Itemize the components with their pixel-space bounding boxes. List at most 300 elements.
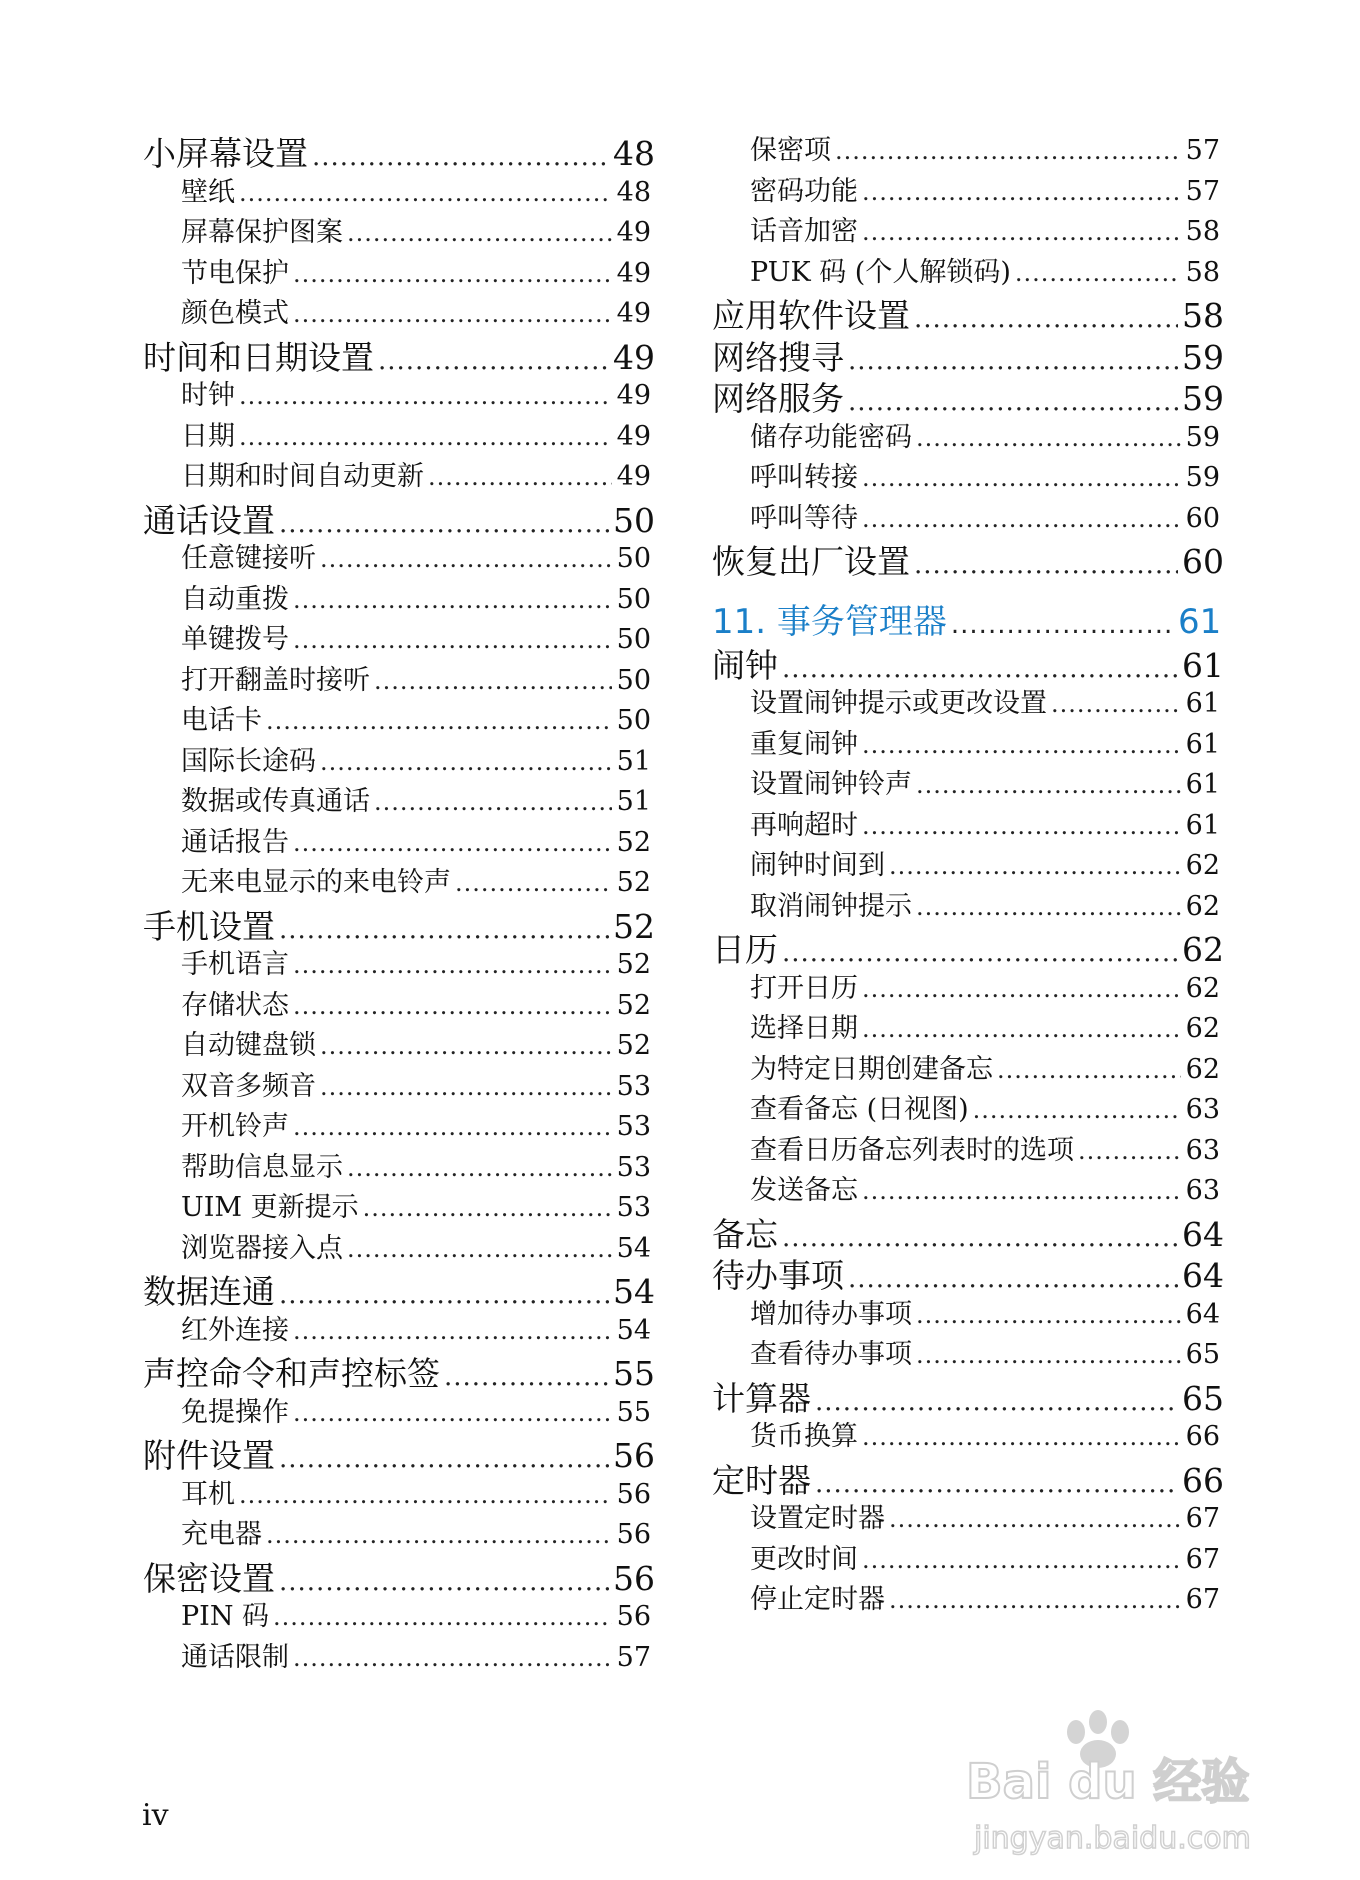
toc-entry-label: 定时器 [712, 1460, 811, 1500]
toc-entry-page: 52 [616, 989, 651, 1021]
toc-entry-label: 通话报告 [181, 826, 289, 858]
toc-entry-label: 待办事项 [712, 1256, 844, 1295]
toc-entry-label: UIM 更新提示 [181, 1192, 359, 1223]
toc-entry-page: 59 [1185, 462, 1220, 493]
toc-entry-page: 50 [616, 705, 651, 736]
toc-dot-leader [293, 626, 612, 654]
toc-dot-leader [293, 1113, 612, 1141]
toc-entry-label: 闹钟时间到 [750, 850, 885, 881]
toc-dot-leader [862, 1423, 1181, 1451]
toc-entry-page: 61 [1182, 645, 1224, 685]
toc-entry-page: 64 [1182, 1256, 1224, 1295]
toc-dot-leader [279, 509, 609, 539]
toc-dot-leader [374, 667, 612, 695]
toc-entry-label: PUK 码 (个人解锁码) [750, 256, 1011, 288]
toc-dot-leader [347, 1154, 612, 1182]
toc-subsection-entry[interactable] [712, 1168, 1220, 1209]
toc-section-entry[interactable] [143, 901, 655, 946]
toc-entry-page: 49 [616, 217, 651, 248]
toc-entry-page: 52 [616, 867, 651, 898]
toc-dot-leader [363, 1194, 612, 1222]
toc-subsection-entry[interactable] [712, 843, 1220, 884]
toc-dot-leader [862, 812, 1181, 840]
toc-entry-page: 54 [613, 1272, 655, 1311]
toc-entry-label: 自动键盘锁 [181, 1030, 316, 1061]
toc-entry-label: 单键拨号 [181, 624, 289, 655]
toc-dot-leader [320, 545, 612, 573]
toc-section-entry[interactable] [143, 332, 655, 377]
toc-entry-label: 更改时间 [750, 1543, 858, 1575]
toc-entry-page: 54 [616, 1232, 651, 1264]
toc-subsection-entry[interactable] [712, 966, 1220, 1007]
toc-entry-label: 为特定日期创建备忘 [750, 1053, 993, 1085]
toc-entry-page: 59 [1182, 337, 1224, 377]
toc-entry-label: 查看备忘 (日视图) [750, 1094, 969, 1125]
toc-entry-page: 56 [616, 1519, 651, 1550]
toc-entry-label: 日期 [181, 420, 235, 452]
toc-entry-page: 62 [1185, 1013, 1220, 1044]
toc-entry-page: 56 [616, 1601, 651, 1632]
toc-entry-page: 67 [1185, 1503, 1220, 1534]
toc-entry-page: 57 [1185, 175, 1220, 207]
toc-subsection-entry[interactable] [712, 169, 1220, 210]
toc-entry-page: 65 [1182, 1378, 1224, 1418]
toc-entry-page: 58 [1185, 256, 1220, 288]
toc-subsection-entry[interactable] [712, 1537, 1220, 1578]
page-number: iv [142, 1798, 169, 1833]
toc-dot-leader [428, 463, 612, 491]
toc-dot-leader [293, 586, 612, 614]
toc-subsection-entry[interactable] [712, 762, 1220, 803]
toc-entry-page: 61 [1185, 688, 1220, 719]
toc-subsection-entry[interactable] [712, 415, 1220, 456]
toc-dot-leader [914, 304, 1178, 334]
toc-dot-leader [862, 731, 1181, 759]
toc-dot-leader [293, 829, 612, 857]
toc-entry-label: 打开翻盖时接听 [181, 664, 370, 696]
toc-section-entry[interactable] [712, 1455, 1224, 1500]
toc-dot-leader [378, 346, 609, 376]
toc-subsection-entry[interactable] [143, 820, 651, 861]
toc-entry-label: 帮助信息显示 [181, 1151, 343, 1183]
toc-entry-label: 日历 [712, 930, 778, 969]
toc-entry-label: 充电器 [181, 1519, 262, 1550]
toc-dot-leader [815, 1387, 1178, 1417]
toc-dot-leader [320, 748, 612, 776]
toc-entry-label: 通话设置 [143, 500, 275, 540]
toc-entry-label: 任意键接听 [181, 543, 316, 574]
toc-dot-leader [239, 382, 612, 410]
toc-subsection-entry[interactable] [712, 1006, 1220, 1047]
toc-dot-leader [782, 938, 1178, 968]
toc-entry-page: 51 [616, 745, 651, 777]
toc-entry-label: 设置闹钟提示或更改设置 [750, 688, 1047, 719]
toc-entry-page: 58 [1185, 216, 1220, 247]
toc-subsection-entry[interactable] [143, 983, 651, 1024]
toc-dot-leader [279, 1280, 609, 1310]
toc-entry-page: 57 [616, 1641, 651, 1673]
toc-subsection-entry[interactable] [712, 1332, 1220, 1373]
toc-subsection-entry[interactable] [143, 577, 651, 618]
toc-section-entry[interactable] [712, 290, 1224, 335]
toc-entry-page: 63 [1185, 1175, 1220, 1206]
toc-subsection-entry[interactable] [143, 658, 651, 699]
toc-dot-leader [916, 771, 1181, 799]
toc-subsection-entry[interactable] [712, 1087, 1220, 1128]
toc-subsection-entry[interactable] [143, 1145, 651, 1186]
toc-dot-leader [266, 707, 612, 735]
toc-subsection-entry[interactable] [143, 698, 651, 739]
toc-entry-page: 53 [616, 1192, 651, 1223]
toc-entry-label: 设置闹钟铃声 [750, 769, 912, 800]
toc-section-entry[interactable] [712, 373, 1224, 418]
toc-dot-leader [916, 424, 1181, 452]
toc-subsection-entry[interactable] [143, 536, 651, 577]
toc-subsection-entry[interactable] [143, 942, 651, 983]
watermark-brand: Bai du 经验 [966, 1754, 1250, 1810]
toc-entry-page: 64 [1185, 1298, 1220, 1330]
toc-dot-leader [862, 218, 1181, 246]
toc-entry-page: 58 [1182, 296, 1224, 335]
toc-section-entry[interactable] [143, 1430, 655, 1475]
toc-entry-page: 61 [1185, 809, 1220, 841]
toc-subsection-entry[interactable] [143, 291, 651, 332]
toc-dot-leader [1051, 690, 1181, 718]
toc-entry-page: 50 [616, 583, 651, 615]
toc-dot-leader [916, 1341, 1181, 1369]
toc-dot-leader [374, 788, 612, 816]
toc-entry-label: 红外连接 [181, 1314, 289, 1346]
toc-entry-page: 48 [613, 134, 655, 173]
toc-subsection-entry[interactable] [143, 454, 651, 495]
toc-dot-leader [848, 346, 1178, 376]
toc-entry-label: 无来电显示的来电铃声 [181, 867, 451, 898]
toc-entry-label: 应用软件设置 [712, 296, 910, 335]
toc-entry-label: 壁纸 [181, 176, 235, 208]
toc-entry-page: 50 [616, 624, 651, 655]
toc-entry-label: 储存功能密码 [750, 421, 912, 453]
toc-section-entry[interactable] [143, 495, 655, 540]
toc-entry-page: 61 [1178, 601, 1222, 642]
baidu-jingyan-watermark [960, 1680, 1290, 1870]
toc-entry-label: 再响超时 [750, 809, 858, 841]
toc-entry-label: 保密设置 [143, 1558, 275, 1598]
toc-subsection-entry[interactable] [712, 1047, 1220, 1088]
toc-subsection-entry[interactable] [143, 1472, 651, 1513]
toc-dot-leader [862, 975, 1181, 1003]
toc-dot-leader [848, 387, 1178, 417]
toc-entry-label: 声控命令和声控标签 [143, 1354, 440, 1393]
toc-entry-label: PIN 码 [181, 1601, 270, 1632]
toc-entry-label: 11. 事务管理器 [712, 601, 947, 642]
toc-subsection-entry[interactable] [143, 739, 651, 780]
toc-subsection-entry[interactable] [712, 1496, 1220, 1537]
toc-subsection-entry[interactable] [712, 250, 1220, 291]
toc-entry-label: 国际长途码 [181, 745, 316, 777]
toc-dot-leader [862, 505, 1181, 533]
toc-entry-page: 57 [1185, 135, 1220, 166]
toc-entry-page: 67 [1185, 1584, 1220, 1615]
toc-dot-leader [293, 260, 612, 288]
toc-dot-leader [862, 1177, 1181, 1205]
toc-entry-page: 62 [1185, 972, 1220, 1004]
toc-entry-page: 65 [1185, 1339, 1220, 1370]
toc-dot-leader [266, 1521, 612, 1549]
toc-chapter-heading[interactable] [712, 594, 1222, 642]
toc-subsection-entry[interactable] [143, 1635, 651, 1676]
toc-dot-leader [815, 1469, 1178, 1499]
toc-dot-leader [862, 1015, 1181, 1043]
toc-entry-page: 49 [616, 420, 651, 452]
toc-entry-label: 选择日期 [750, 1013, 858, 1044]
toc-entry-page: 64 [1182, 1214, 1224, 1254]
toc-dot-leader [455, 869, 612, 897]
toc-entry-page: 63 [1185, 1134, 1220, 1166]
toc-dot-leader [916, 893, 1181, 921]
toc-entry-page: 52 [616, 826, 651, 858]
toc-entry-label: 数据连通 [143, 1272, 275, 1311]
watermark-url: jingyan.baidu.com [974, 1821, 1251, 1856]
toc-entry-label: 双音多频音 [181, 1070, 316, 1102]
toc-dot-leader [782, 1223, 1178, 1253]
toc-subsection-entry[interactable] [712, 884, 1220, 925]
toc-subsection-entry[interactable] [712, 681, 1220, 722]
toc-dot-leader [889, 852, 1181, 880]
toc-entry-label: 耳机 [181, 1478, 235, 1510]
toc-entry-page: 62 [1182, 930, 1224, 969]
toc-entry-label: 附件设置 [143, 1436, 275, 1475]
toc-entry-label: 颜色模式 [181, 298, 289, 329]
toc-dot-leader [782, 654, 1178, 684]
toc-entry-page: 52 [616, 1030, 651, 1061]
toc-entry-label: 话音加密 [750, 216, 858, 247]
toc-dot-leader [293, 300, 612, 328]
toc-subsection-entry[interactable] [143, 1308, 651, 1349]
toc-entry-page: 49 [616, 461, 651, 492]
toc-section-entry[interactable] [712, 536, 1224, 581]
toc-dot-leader [862, 464, 1181, 492]
toc-right-column [712, 128, 1224, 1618]
toc-dot-leader [1078, 1137, 1181, 1165]
toc-subsection-entry[interactable] [143, 1185, 651, 1226]
toc-entry-label: 查看日历备忘列表时的选项 [750, 1134, 1074, 1166]
toc-dot-leader [973, 1096, 1181, 1124]
toc-section-entry[interactable] [712, 1373, 1224, 1418]
toc-entry-page: 52 [616, 949, 651, 980]
toc-entry-page: 53 [616, 1151, 651, 1183]
toc-dot-leader [239, 1481, 612, 1509]
toc-dot-leader [347, 1235, 612, 1263]
toc-subsection-entry[interactable] [143, 1064, 651, 1105]
toc-entry-label: 计算器 [712, 1378, 811, 1418]
toc-dot-leader [444, 1362, 609, 1392]
toc-section-entry[interactable] [712, 924, 1224, 969]
toc-subsection-entry[interactable] [143, 860, 651, 901]
toc-dot-leader [279, 1444, 609, 1474]
toc-entry-page: 60 [1182, 542, 1224, 581]
toc-dot-leader [914, 550, 1178, 580]
toc-subsection-entry[interactable] [143, 1594, 651, 1635]
toc-section-entry[interactable] [712, 640, 1224, 685]
toc-dot-leader [293, 1399, 612, 1427]
toc-subsection-entry[interactable] [712, 803, 1220, 844]
toc-entry-label: 时钟 [181, 380, 235, 411]
toc-entry-label: 节电保护 [181, 257, 289, 289]
toc-entry-label: 网络搜寻 [712, 337, 844, 377]
toc-dot-leader [312, 142, 609, 172]
toc-entry-label: 闹钟 [712, 645, 778, 685]
toc-entry-label: 重复闹钟 [750, 728, 858, 760]
toc-entry-page: 61 [1185, 769, 1220, 800]
toc-entry-label: 日期和时间自动更新 [181, 461, 424, 492]
toc-entry-page: 52 [613, 906, 655, 946]
toc-entry-page: 66 [1182, 1460, 1224, 1500]
toc-entry-label: 手机设置 [143, 906, 275, 946]
toc-left-column [143, 128, 655, 1675]
toc-dot-leader [293, 992, 612, 1020]
toc-entry-page: 56 [613, 1558, 655, 1598]
toc-entry-page: 48 [616, 176, 651, 208]
toc-section-entry[interactable] [143, 128, 655, 173]
toc-section-entry[interactable] [712, 332, 1224, 377]
toc-entry-label: 货币换算 [750, 1421, 858, 1452]
toc-entry-label: 免提操作 [181, 1396, 289, 1428]
toc-subsection-entry[interactable] [143, 1390, 651, 1431]
toc-entry-label: 恢复出厂设置 [712, 542, 910, 581]
toc-entry-label: 备忘 [712, 1214, 778, 1254]
toc-entry-label: 浏览器接入点 [181, 1232, 343, 1264]
toc-subsection-entry[interactable] [712, 128, 1220, 169]
toc-entry-page: 50 [613, 500, 655, 540]
toc-subsection-entry[interactable] [712, 496, 1220, 537]
toc-entry-page: 67 [1185, 1543, 1220, 1575]
toc-entry-label: 存储状态 [181, 989, 289, 1021]
toc-entry-label: 小屏幕设置 [143, 134, 308, 173]
toc-entry-page: 53 [616, 1070, 651, 1102]
toc-subsection-entry[interactable] [143, 251, 651, 292]
toc-dot-leader [293, 951, 612, 979]
toc-entry-label: 网络服务 [712, 379, 844, 418]
toc-subsection-entry[interactable] [712, 1577, 1220, 1618]
toc-subsection-entry[interactable] [143, 170, 651, 211]
toc-entry-page: 59 [1185, 421, 1220, 453]
toc-entry-page: 49 [616, 257, 651, 289]
toc-section-entry[interactable] [143, 1348, 655, 1393]
toc-entry-page: 49 [613, 337, 655, 377]
toc-entry-page: 51 [616, 786, 651, 817]
toc-dot-leader [279, 1567, 609, 1597]
toc-subsection-entry[interactable] [712, 722, 1220, 763]
toc-dot-leader [320, 1073, 612, 1101]
toc-dot-leader [848, 1264, 1178, 1294]
toc-entry-label: 发送备忘 [750, 1175, 858, 1206]
toc-dot-leader [279, 915, 609, 945]
toc-dot-leader [1015, 259, 1181, 287]
toc-entry-label: 密码功能 [750, 175, 858, 207]
toc-entry-label: 时间和日期设置 [143, 337, 374, 377]
toc-section-entry[interactable] [143, 1266, 655, 1311]
toc-entry-page: 66 [1185, 1421, 1220, 1452]
toc-dot-leader [293, 1317, 612, 1345]
toc-dot-leader [239, 423, 612, 451]
toc-entry-page: 62 [1185, 890, 1220, 922]
toc-subsection-entry[interactable] [143, 210, 651, 251]
toc-entry-page: 56 [616, 1478, 651, 1510]
toc-subsection-entry[interactable] [143, 1512, 651, 1553]
toc-entry-page: 63 [1185, 1094, 1220, 1125]
toc-entry-label: 手机语言 [181, 949, 289, 980]
toc-entry-label: 打开日历 [750, 972, 858, 1004]
toc-entry-page: 61 [1185, 728, 1220, 760]
toc-subsection-entry[interactable] [143, 1023, 651, 1064]
toc-dot-leader [862, 1546, 1181, 1574]
toc-dot-leader [835, 137, 1181, 165]
toc-entry-label: 保密项 [750, 135, 831, 166]
toc-dot-leader [916, 1301, 1181, 1329]
toc-entry-label: 呼叫转接 [750, 462, 858, 493]
toc-dot-leader [239, 179, 612, 207]
toc-entry-label: 电话卡 [181, 705, 262, 736]
toc-entry-page: 60 [1185, 502, 1220, 534]
toc-entry-page: 54 [616, 1314, 651, 1346]
toc-dot-leader [889, 1586, 1181, 1614]
toc-entry-label: 增加待办事项 [750, 1298, 912, 1330]
toc-entry-page: 55 [613, 1354, 655, 1393]
toc-dot-leader [293, 1644, 612, 1672]
toc-entry-label: 屏幕保护图案 [181, 217, 343, 248]
toc-subsection-entry[interactable] [143, 1104, 651, 1145]
toc-dot-leader [320, 1032, 612, 1060]
toc-entry-page: 50 [616, 664, 651, 696]
toc-section-entry[interactable] [712, 1209, 1224, 1254]
toc-section-entry[interactable] [143, 1553, 655, 1598]
toc-entry-label: 呼叫等待 [750, 502, 858, 534]
toc-entry-label: 停止定时器 [750, 1584, 885, 1615]
toc-entry-label: 查看待办事项 [750, 1339, 912, 1370]
toc-entry-page: 49 [616, 380, 651, 411]
toc-dot-leader [273, 1603, 612, 1631]
toc-entry-label: 开机铃声 [181, 1111, 289, 1142]
toc-subsection-entry[interactable] [143, 414, 651, 455]
toc-dot-leader [889, 1505, 1181, 1533]
toc-entry-label: 自动重拨 [181, 583, 289, 615]
toc-subsection-entry[interactable] [712, 209, 1220, 250]
toc-subsection-entry[interactable] [143, 617, 651, 658]
toc-subsection-entry[interactable] [712, 455, 1220, 496]
toc-entry-page: 55 [616, 1396, 651, 1428]
toc-dot-leader [997, 1056, 1181, 1084]
toc-section-entry[interactable] [712, 1250, 1224, 1295]
toc-entry-label: 数据或传真通话 [181, 786, 370, 817]
toc-subsection-entry[interactable] [712, 1128, 1220, 1169]
toc-subsection-entry[interactable] [712, 1292, 1220, 1333]
toc-dot-leader [862, 178, 1181, 206]
toc-subsection-entry[interactable] [143, 373, 651, 414]
toc-entry-label: 设置定时器 [750, 1503, 885, 1534]
toc-entry-page: 56 [613, 1436, 655, 1475]
toc-entry-page: 62 [1185, 850, 1220, 881]
toc-entry-label: 通话限制 [181, 1641, 289, 1673]
toc-dot-leader [347, 219, 612, 247]
toc-subsection-entry[interactable] [712, 1414, 1220, 1455]
toc-entry-label: 取消闹钟提示 [750, 890, 912, 922]
toc-subsection-entry[interactable] [143, 779, 651, 820]
toc-entry-page: 53 [616, 1111, 651, 1142]
toc-dot-leader [951, 610, 1174, 640]
toc-entry-page: 59 [1182, 379, 1224, 418]
toc-entry-page: 50 [616, 543, 651, 574]
toc-subsection-entry[interactable] [143, 1226, 651, 1267]
